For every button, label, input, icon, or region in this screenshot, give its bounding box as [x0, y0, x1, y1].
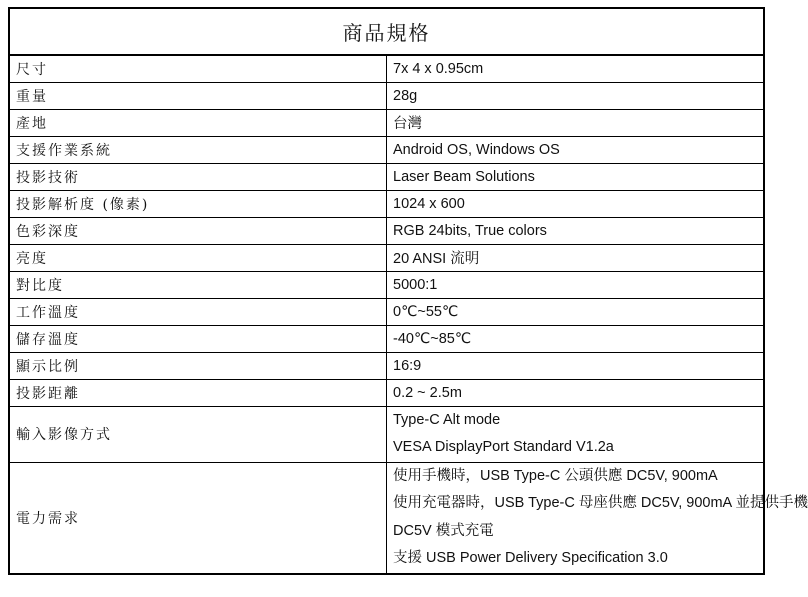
spec-value: 5000:1 — [387, 271, 765, 298]
table-row-input — [9, 406, 764, 462]
table-row — [9, 298, 764, 325]
table-row — [9, 190, 764, 217]
spec-label: 重量 — [9, 82, 387, 109]
spec-value: 台灣 — [387, 109, 765, 136]
table-row-power — [9, 462, 764, 574]
spec-label: 工作溫度 — [9, 298, 387, 325]
spec-value: 20 ANSI 流明 — [387, 244, 765, 271]
spec-label: 尺寸 — [9, 55, 387, 82]
spec-value: 0℃~55℃ — [387, 298, 765, 325]
spec-label: 投影解析度 (像素) — [9, 190, 387, 217]
table-row — [9, 136, 764, 163]
spec-label: 電力需求 — [9, 462, 387, 574]
table-row — [9, 82, 764, 109]
table-row — [9, 163, 764, 190]
table-row — [9, 244, 764, 271]
spec-value-line: DC5V 模式充電 — [393, 522, 494, 539]
spec-value-line: 使用手機時，USB Type-C 公頭供應 DC5V, 900mA — [393, 467, 718, 484]
spec-label: 投影距離 — [9, 379, 387, 406]
spec-label: 亮度 — [9, 244, 387, 271]
spec-label: 支援作業系統 — [9, 136, 387, 163]
spec-label: 顯示比例 — [9, 352, 387, 379]
spec-label: 輸入影像方式 — [9, 406, 387, 462]
spec-table — [8, 7, 808, 575]
spec-value: Laser Beam Solutions — [387, 163, 765, 190]
spec-label: 對比度 — [9, 271, 387, 298]
spec-value — [387, 462, 808, 574]
spec-value-line: VESA DisplayPort Standard V1.2a — [393, 439, 614, 455]
spec-label: 儲存溫度 — [9, 325, 387, 352]
table-row — [9, 379, 764, 406]
spec-value: 0.2 ~ 2.5m — [387, 379, 765, 406]
spec-value: Android OS, Windows OS — [387, 136, 765, 163]
table-row — [9, 271, 764, 298]
spec-label: 投影技術 — [9, 163, 387, 190]
spec-value — [387, 406, 765, 462]
spec-value-line: Type-C Alt mode — [393, 411, 501, 428]
table-row — [9, 325, 764, 352]
spec-value: 16:9 — [387, 352, 765, 379]
table-row — [9, 352, 764, 379]
table-title: 商品規格 — [9, 8, 764, 55]
table-row — [9, 55, 764, 82]
spec-label: 色彩深度 — [9, 217, 387, 244]
spec-value: 7x 4 x 0.95cm — [387, 55, 765, 82]
spec-value-line: 支援 USB Power Delivery Specification 3.0 — [393, 550, 668, 566]
spec-value: 28g — [387, 82, 765, 109]
spec-value: RGB 24bits, True colors — [387, 217, 765, 244]
table-row — [9, 109, 764, 136]
spec-value: 1024 x 600 — [387, 190, 765, 217]
spec-value: -40℃~85℃ — [387, 325, 765, 352]
spec-value-line: 使用充電器時，USB Type-C 母座供應 DC5V, 900mA 並提供手機 — [393, 495, 808, 511]
table-row — [9, 217, 764, 244]
spec-label: 產地 — [9, 109, 387, 136]
